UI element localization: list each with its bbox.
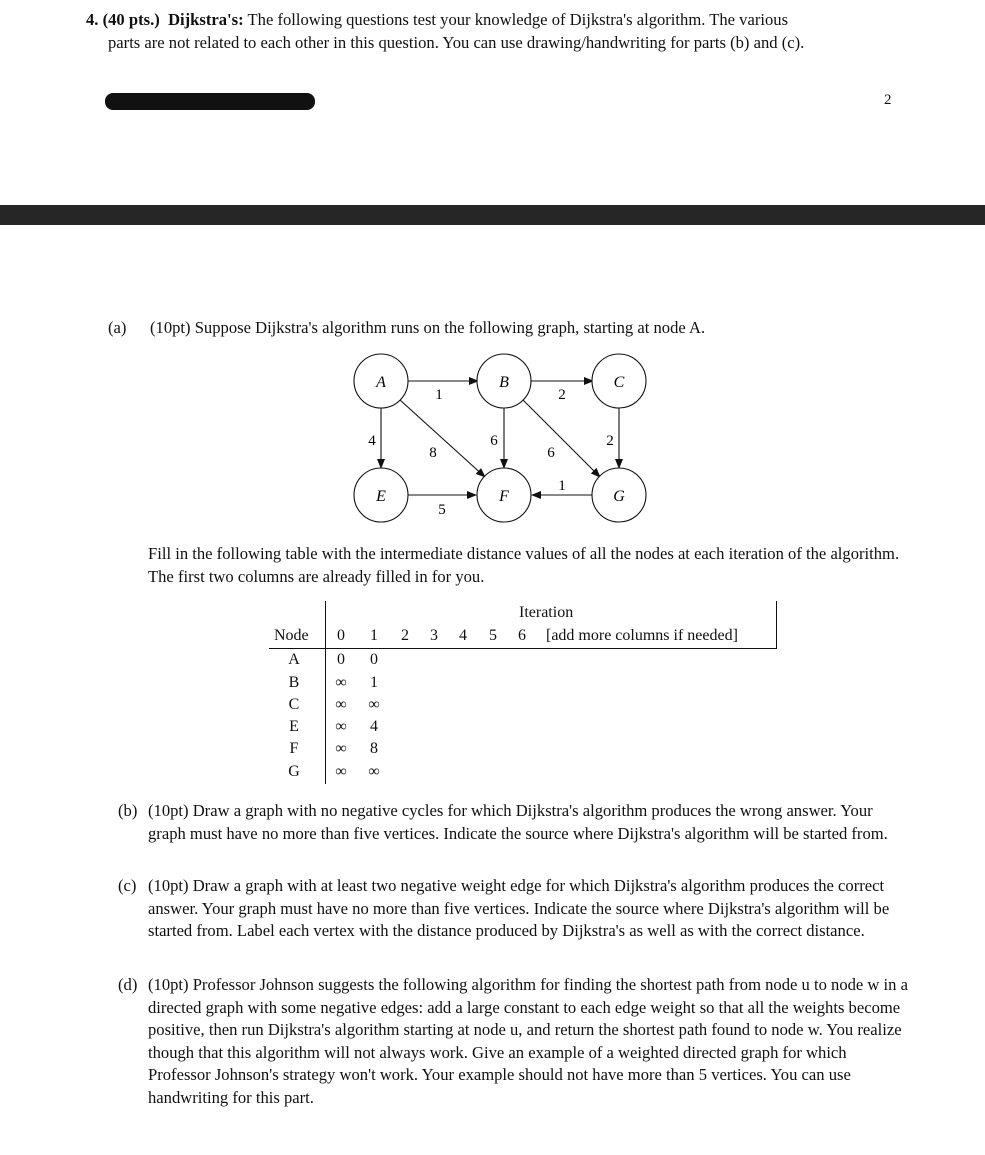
weight-g-f: 1 <box>558 478 566 494</box>
part-c-label: (c) <box>118 876 137 895</box>
table-cell: ∞ <box>335 674 347 691</box>
table-cell: 1 <box>370 674 378 691</box>
part-d-label: (d) <box>118 975 138 994</box>
part-d <box>118 974 908 1109</box>
part-c-text: (10pt) Draw a graph with at least two negative weight edge for which Dijkstra's algorithm produces the correct answer. Your graph must have no more than five vertices. Indicate the source where Dijkstra's algorithm will be started from. Label each vertex with the distance produced by Dijkstra's as well as with the correct distance. <box>148 876 890 940</box>
col-header-1: 1 <box>370 627 378 644</box>
table-row-node: E <box>289 718 299 735</box>
node-f-label: F <box>499 488 509 505</box>
part-b-label: (b) <box>118 801 138 820</box>
weight-b-g: 6 <box>547 445 555 461</box>
add-more-columns-note: [add more columns if needed] <box>546 627 738 644</box>
table-row-node: A <box>288 651 300 668</box>
iteration-header: Iteration <box>519 604 574 621</box>
col-header-2: 2 <box>401 627 409 644</box>
header-line-1: The following questions test your knowledge of Dijkstra's algorithm. The various <box>247 10 789 29</box>
question-title: Dijkstra's: <box>168 10 244 29</box>
table-cell: ∞ <box>368 696 380 713</box>
col-header-5: 5 <box>489 627 497 644</box>
part-a-text: (10pt) Suppose Dijkstra's algorithm runs on the following graph, starting at node A. <box>150 318 706 337</box>
node-g-label: G <box>613 488 625 505</box>
weight-e-f: 5 <box>438 502 446 518</box>
part-b <box>118 800 908 845</box>
col-header-4: 4 <box>459 627 467 644</box>
col-header-0: 0 <box>337 627 345 644</box>
table-cell: ∞ <box>335 696 347 713</box>
table-row-node: G <box>288 763 300 780</box>
weight-a-b: 1 <box>435 387 443 403</box>
weight-b-c: 2 <box>558 387 566 403</box>
part-a-label: (a) <box>108 318 127 337</box>
table-cell: 8 <box>370 740 378 757</box>
table-cell: ∞ <box>335 718 347 735</box>
part-d-text: (10pt) Professor Johnson suggests the following algorithm for finding the shortest path from node u to node w in a directed graph with some negative edges: add a large constant to each edge weight so that all the weights become positive, then run Dijkstra's algorithm starting at node u, and return the shortest path found to node w. You realize though that this algorithm will not always work. Give an example of a weighted directed graph for which Professor Johnson's strategy won't work. Your example should not have more than 5 vertices. You can use handwriting for this part. <box>148 975 908 1107</box>
table-row-node: B <box>288 674 300 691</box>
table-row-node: C <box>288 696 300 713</box>
table-cell: ∞ <box>368 763 380 780</box>
question-number: 4. <box>86 10 99 29</box>
node-a-label: A <box>376 374 386 391</box>
table-cell: 4 <box>370 718 378 735</box>
node-header: Node <box>274 627 309 644</box>
weight-a-e: 4 <box>368 433 376 449</box>
table-instructions: Fill in the following table with the intermediate distance values of all the nodes at each iteration of the algorithm. The first two columns are already filled in for you. <box>148 544 900 586</box>
table-right-rule <box>776 601 777 648</box>
table-cell: ∞ <box>335 740 347 757</box>
weight-a-f: 8 <box>429 445 437 461</box>
part-b-text: (10pt) Draw a graph with no negative cycles for which Dijkstra's algorithm produces the wrong answer. Your graph must have no more than five vertices. Indicate the source where Dijkstra's algorithm will be started from. <box>148 801 888 843</box>
col-header-6: 6 <box>518 627 526 644</box>
page-number: 2 <box>884 92 892 108</box>
col-header-3: 3 <box>430 627 438 644</box>
node-b-label: B <box>499 374 509 391</box>
table-header-rule <box>269 648 777 649</box>
weight-c-g: 2 <box>606 433 614 449</box>
table-cell: 0 <box>337 651 345 668</box>
part-c <box>118 875 908 943</box>
question-points: (40 pts.) <box>102 10 160 29</box>
table-cell: 0 <box>370 651 378 668</box>
node-e-label: E <box>376 488 386 505</box>
weight-b-f: 6 <box>490 433 498 449</box>
header-line-2: parts are not related to each other in this question. You can use drawing/handwriting for parts (b) and (c). <box>108 33 805 52</box>
node-c-label: C <box>613 374 625 391</box>
table-row-node: F <box>289 740 299 757</box>
table-cell: ∞ <box>335 763 347 780</box>
